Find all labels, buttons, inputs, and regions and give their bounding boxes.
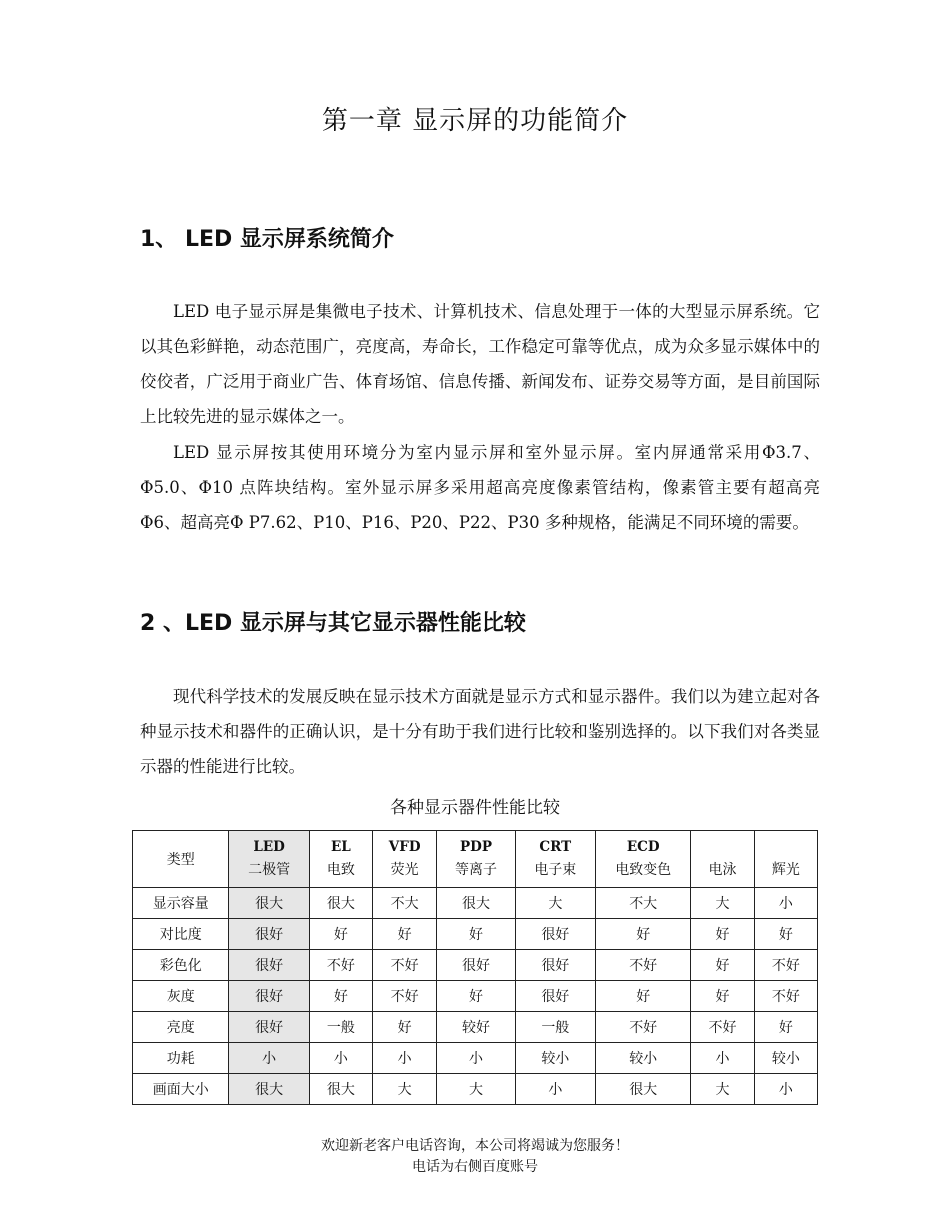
table-cell: 很好 [229, 1012, 309, 1043]
footer-line-1: 欢迎新老客户电话咨询，本公司将竭诚为您服务！ [321, 1138, 629, 1154]
table-cell: 大 [691, 888, 754, 919]
section-heading-1: 1、 LED 显示屏系统简介 [140, 227, 394, 252]
column-name: 二极管 [248, 862, 291, 878]
column-name: 电子束 [534, 862, 577, 878]
row-label: 功耗 [133, 1043, 229, 1074]
table-cell: 大 [437, 1074, 515, 1105]
table-cell: 很大 [595, 1074, 690, 1105]
table-cell: 不大 [595, 888, 690, 919]
table-cell: 很好 [229, 950, 309, 981]
table-cell: 好 [691, 981, 754, 1012]
table-cell: 较小 [595, 1043, 690, 1074]
section-heading-2: 2 、LED 显示屏与其它显示器性能比较 [140, 611, 526, 636]
table-column-header [309, 831, 372, 888]
table-column-header [515, 831, 595, 888]
table-cell: 大 [515, 888, 595, 919]
table-cell: 小 [373, 1043, 437, 1074]
table-cell: 不好 [754, 950, 817, 981]
table-column-header [437, 831, 515, 888]
table-cell: 较小 [515, 1043, 595, 1074]
table-row [133, 950, 818, 981]
table-cell: 好 [309, 981, 372, 1012]
table-cell: 不大 [373, 888, 437, 919]
chapter-title: 第一章 显示屏的功能简介 [321, 106, 629, 136]
table-cell: 不好 [595, 1012, 690, 1043]
column-abbreviation: ECD [626, 839, 660, 855]
table-cell: 好 [437, 981, 515, 1012]
table-column-header [229, 831, 309, 888]
table-cell: 一般 [515, 1012, 595, 1043]
table-cell: 很好 [437, 950, 515, 981]
table-cell: 大 [691, 1074, 754, 1105]
column-abbreviation: PDP [459, 839, 492, 855]
table-cell: 不好 [754, 981, 817, 1012]
table-cell: 好 [595, 981, 690, 1012]
table-row [133, 1074, 818, 1105]
table-cell: 不好 [373, 981, 437, 1012]
table-cell: 小 [437, 1043, 515, 1074]
footer-line-2: 电话为右侧百度账号 [412, 1159, 538, 1175]
row-label: 对比度 [133, 919, 229, 950]
table-cell: 较好 [437, 1012, 515, 1043]
paragraph-comparison-intro: 现代科学技术的发展反映在显示技术方面就是显示方式和显示器件。我们以为建立起对各种显示技术和器件的正确认识，是十分有助于我们进行比较和鉴别选择的。以下我们对各类显示器的性能进行比较。 [140, 687, 820, 776]
table-caption: 各种显示器件性能比较 [390, 798, 560, 818]
performance-comparison-table [132, 830, 818, 1105]
table-cell: 好 [309, 919, 372, 950]
table-body [133, 888, 818, 1105]
table-row [133, 1012, 818, 1043]
table-cell: 很好 [229, 981, 309, 1012]
table-cell: 不好 [595, 950, 690, 981]
table-cell: 不好 [691, 1012, 754, 1043]
row-label: 亮度 [133, 1012, 229, 1043]
table-cell: 好 [691, 919, 754, 950]
table-column-header [754, 831, 817, 888]
paragraph-led-intro: LED 电子显示屏是集微电子技术、计算机技术、信息处理于一体的大型显示屏系统。它以其色彩鲜艳，动态范围广，亮度高，寿命长，工作稳定可靠等优点，成为众多显示媒体中的佼佼者，广泛用于商业广告、体育场馆、信息传播、新闻发布、证券交易等方面，是目前国际上比较先进的显示媒体之一。 [140, 302, 820, 426]
table-cell: 很大 [437, 888, 515, 919]
table-cell: 不好 [309, 950, 372, 981]
column-name: 辉光 [771, 862, 800, 878]
table-cell: 好 [373, 919, 437, 950]
row-label: 画面大小 [133, 1074, 229, 1105]
column-abbreviation: LED [253, 839, 285, 855]
table-cell: 很大 [229, 888, 309, 919]
column-name: 电泳 [708, 862, 737, 878]
column-abbreviation [755, 836, 817, 858]
table-cell: 很好 [515, 919, 595, 950]
table-cell: 很大 [229, 1074, 309, 1105]
table-cell: 不好 [373, 950, 437, 981]
table-corner-label: 类型 [133, 831, 229, 888]
table-cell: 好 [437, 919, 515, 950]
row-label: 彩色化 [133, 950, 229, 981]
column-abbreviation [691, 836, 753, 858]
table-row [133, 919, 818, 950]
table-column-header [373, 831, 437, 888]
table-cell: 很大 [309, 1074, 372, 1105]
table-row [133, 888, 818, 919]
row-label: 显示容量 [133, 888, 229, 919]
table-cell: 一般 [309, 1012, 372, 1043]
table-row [133, 981, 818, 1012]
table-cell: 好 [754, 1012, 817, 1043]
table-cell: 小 [309, 1043, 372, 1074]
column-name: 电致变色 [615, 862, 672, 878]
column-name: 等离子 [454, 862, 497, 878]
table-cell: 小 [691, 1043, 754, 1074]
table-cell: 小 [229, 1043, 309, 1074]
table-cell: 好 [595, 919, 690, 950]
table-cell: 很好 [515, 981, 595, 1012]
table-header-row [133, 831, 818, 888]
table-cell: 小 [515, 1074, 595, 1105]
paragraph-led-types: LED 显示屏按其使用环境分为室内显示屏和室外显示屏。室内屏通常采用Φ3.7、Φ5.0、Φ10 点阵块结构。室外显示屏多采用超高亮度像素管结构，像素管主要有超高亮Φ6、超高亮Φ P7.62、P10、P16、P20、P22、P30 多种规格，能满足不同环境的需要。 [140, 443, 820, 532]
table-row [133, 1043, 818, 1074]
table-column-header [595, 831, 690, 888]
table-cell: 很大 [309, 888, 372, 919]
table-cell: 小 [754, 888, 817, 919]
table-column-header [691, 831, 754, 888]
column-abbreviation: EL [331, 839, 351, 855]
table-cell: 好 [754, 919, 817, 950]
table-cell: 很好 [229, 919, 309, 950]
table-cell: 很好 [515, 950, 595, 981]
table-cell: 大 [373, 1074, 437, 1105]
table-cell: 好 [373, 1012, 437, 1043]
column-name: 电致 [326, 862, 355, 878]
column-abbreviation: CRT [539, 839, 572, 855]
row-label: 灰度 [133, 981, 229, 1012]
table-cell: 好 [691, 950, 754, 981]
column-abbreviation: VFD [388, 839, 421, 855]
table-cell: 小 [754, 1074, 817, 1105]
table-cell: 较小 [754, 1043, 817, 1074]
column-name: 荧光 [390, 862, 419, 878]
